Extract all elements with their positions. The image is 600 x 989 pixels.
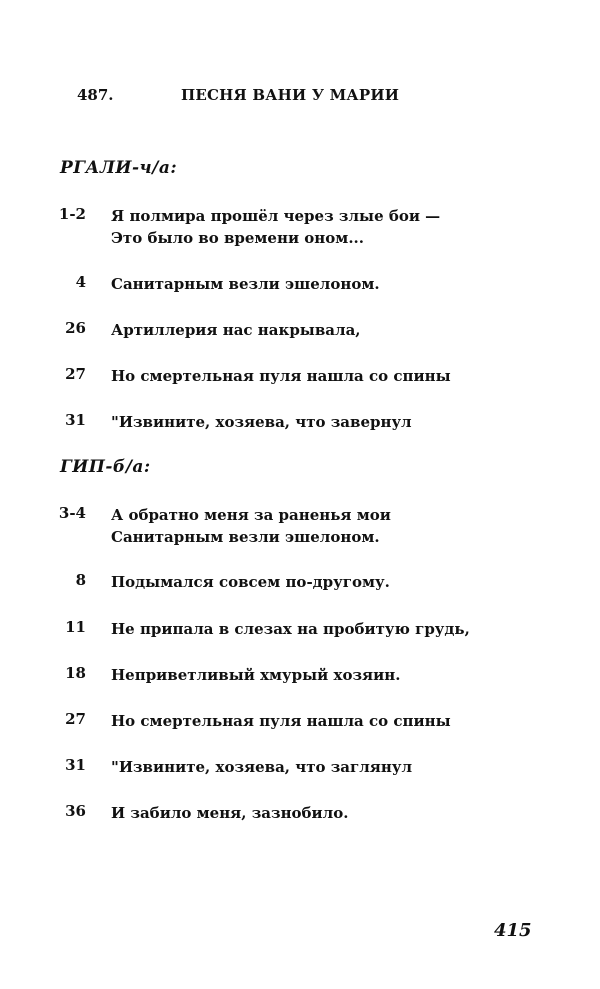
poem-title: ПЕСНЯ ВАНИ У МАРИИ <box>181 86 400 104</box>
variant-text <box>111 411 412 433</box>
variant-text <box>111 618 470 640</box>
variant-text <box>111 756 412 778</box>
variant-line: Санитарным везли эшелоном. <box>111 528 380 546</box>
variant-line: "Извините, хозяева, что заглянул <box>111 758 413 776</box>
variant-line: Я полмира прошёл через злые бои — <box>111 207 441 225</box>
variant-line: А обратно меня за раненья мои <box>111 506 391 524</box>
source-heading: ГИП-б/а: <box>60 457 151 477</box>
variant-line: Но смертельная пуля нашла со спины <box>111 712 451 730</box>
line-number: 3-4 <box>58 504 86 522</box>
line-number: 27 <box>65 710 86 728</box>
line-number: 18 <box>65 664 86 682</box>
variant-line: Артиллерия нас накрывала, <box>111 321 361 339</box>
variant-line: Это было во времени оном... <box>111 229 364 247</box>
poem-header <box>0 86 600 108</box>
variant-text <box>111 571 390 593</box>
source-heading: РГАЛИ-ч/а: <box>60 158 178 178</box>
line-number: 11 <box>65 618 86 636</box>
variant-text <box>111 802 348 824</box>
line-number: 1-2 <box>58 205 86 223</box>
variant-text <box>111 319 361 341</box>
variant-line: Неприветливый хмурый хозяин. <box>111 666 401 684</box>
line-number: 36 <box>65 802 86 820</box>
line-number: 26 <box>65 319 86 337</box>
variant-text <box>111 273 380 295</box>
page-number: 415 <box>494 920 532 941</box>
variant-text <box>111 664 400 686</box>
variant-line: "Извините, хозяева, что завернул <box>111 413 412 431</box>
variant-line: Не припала в слезах на пробитую грудь, <box>111 620 470 638</box>
line-number: 31 <box>65 411 86 429</box>
variant-line: Подымался совсем по-другому. <box>111 573 390 591</box>
line-number: 31 <box>65 756 86 774</box>
line-number: 27 <box>65 365 86 383</box>
line-number: 8 <box>75 571 86 589</box>
variant-text <box>111 205 440 249</box>
variant-text <box>111 365 451 387</box>
variant-line: Санитарным везли эшелоном. <box>111 275 380 293</box>
variant-line: Но смертельная пуля нашла со спины <box>111 367 451 385</box>
poem-number: 487. <box>77 86 114 104</box>
line-number: 4 <box>75 273 86 291</box>
variant-line: И забило меня, зазнобило. <box>111 804 349 822</box>
variant-text <box>111 504 391 548</box>
variant-text <box>111 710 451 732</box>
